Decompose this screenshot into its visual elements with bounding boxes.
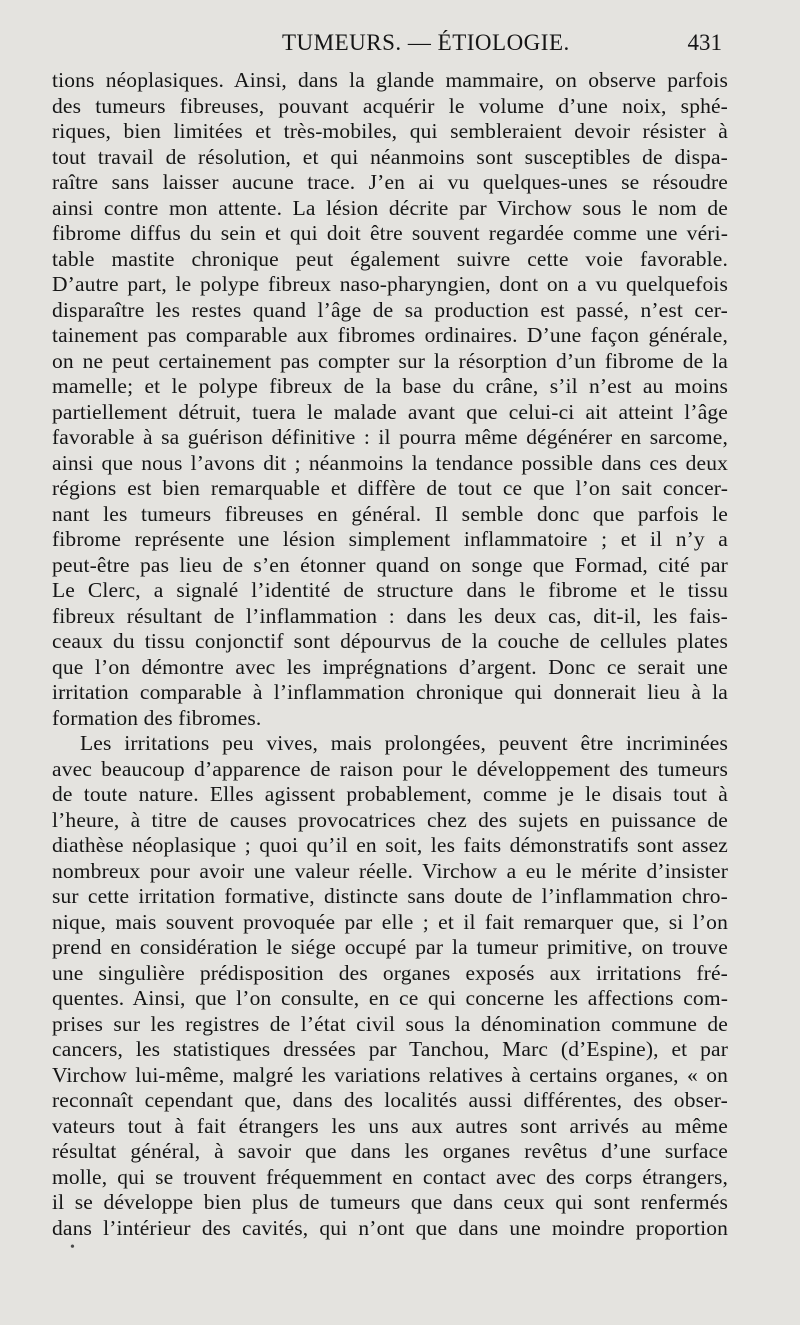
text-line: prend en considération le siége occupé par la tumeur primitive, on trouve bbox=[52, 935, 728, 959]
text-line: mamelle; et le polype fibreux de la base du crâne, s’il n’est au moins bbox=[52, 374, 728, 398]
text-line: nombreux pour avoir une valeur réelle. Virchow a eu le mérite d’insister bbox=[52, 858, 728, 883]
text-line: il se développe bien plus de tumeurs que dans ceux qui sont renfermés bbox=[52, 1190, 728, 1214]
text-line: on ne peut certainement pas compter sur la résorption d’un fibrome de la bbox=[52, 348, 728, 373]
text-line: nique, mais souvent provoquée par elle ; et il fait remarquer que, si l’on bbox=[52, 909, 728, 934]
text-line-paragraph-start: Les irritations peu vives, mais prolongées, peuvent être incriminées bbox=[80, 731, 728, 755]
text-line: vateurs tout à fait étrangers les uns aux autres sont arrivés au même bbox=[52, 1113, 728, 1138]
text-line: nant les tumeurs fibreuses en général. Il semble donc que parfois le bbox=[52, 501, 728, 526]
header-title: TUMEURS. — ÉTIOLOGIE. bbox=[282, 30, 570, 55]
page-number: 431 bbox=[687, 30, 722, 55]
text-line: résultat général, à savoir que dans les organes revêtus d’une surface bbox=[52, 1139, 728, 1163]
text-line: tions néoplasiques. Ainsi, dans la glande mammaire, on observe parfois bbox=[52, 68, 728, 92]
text-line: diathèse néoplasique ; quoi qu’il en soit, les faits démonstratifs sont assez bbox=[52, 833, 728, 857]
text-line: des tumeurs fibreuses, pouvant acquérir le volume d’une noix, sphé- bbox=[52, 93, 728, 118]
text-line: dans l’intérieur des cavités, qui n’ont que dans une moindre proportion bbox=[52, 1215, 728, 1240]
text-line: reconnaît cependant que, dans des localités aussi différentes, des obser- bbox=[52, 1088, 728, 1112]
text-line: que l’on démontre avec les imprégnations d’argent. Donc ce serait une bbox=[52, 654, 728, 679]
text-line: tainement pas comparable aux fibromes ordinaires. D’une façon générale, bbox=[52, 323, 728, 347]
text-line: l’heure, à titre de causes provocatrices chez des sujets en puissance de bbox=[52, 807, 728, 832]
text-line: disparaître les restes quand l’âge de sa production est passé, n’est cer- bbox=[52, 297, 728, 322]
text-line: fibrome représente une lésion simplement inflammatoire ; et il n’y a bbox=[52, 527, 728, 551]
text-line: avec beaucoup d’apparence de raison pour le développement des tumeurs bbox=[52, 756, 728, 781]
text-line: tout travail de résolution, et qui néanmoins sont susceptibles de dispa- bbox=[52, 144, 728, 169]
text-line: D’autre part, le polype fibreux naso-pharyngien, dont on a vu quelquefois bbox=[52, 272, 728, 296]
text-line: Le Clerc, a signalé l’identité de structure dans le fibrome et le tissu bbox=[52, 578, 728, 602]
text-line: raître sans laisser aucune trace. J’en ai vu quelques-unes se résoudre bbox=[52, 170, 728, 194]
text-line: ainsi contre mon attente. La lésion décrite par Virchow sous le nom de bbox=[52, 195, 728, 220]
text-line: une singulière prédisposition des organes exposés aux irritations fré- bbox=[52, 960, 728, 985]
text-line: molle, qui se trouvent fréquemment en contact avec des corps étrangers, bbox=[52, 1164, 728, 1189]
text-line: ainsi que nous l’avons dit ; néanmoins la tendance possible dans ces deux bbox=[52, 450, 728, 475]
body-text bbox=[52, 68, 728, 1241]
text-line: table mastite chronique peut également suivre cette voie favorable. bbox=[52, 246, 728, 271]
text-line: fibreux résultant de l’inflammation : dans les deux cas, dit-il, les fais- bbox=[52, 603, 728, 628]
footer-mark: • bbox=[70, 1240, 75, 1255]
text-line: Virchow lui-même, malgré les variations relatives à certains organes, « on bbox=[52, 1062, 728, 1087]
text-line: partiellement détruit, tuera le malade avant que celui-ci ait atteint l’âge bbox=[52, 399, 728, 424]
text-line: ceaux du tissu conjonctif sont dépourvus de la couche de cellules plates bbox=[52, 629, 728, 653]
text-line: fibrome diffus du sein et qui doit être souvent regardée comme une véri- bbox=[52, 221, 728, 245]
text-line: quentes. Ainsi, que l’on consulte, en ce qui concerne les affections com- bbox=[52, 986, 728, 1010]
text-line: cancers, les statistiques dressées par Tanchou, Marc (d’Espine), et par bbox=[52, 1037, 728, 1061]
text-line: de toute nature. Elles agissent probablement, comme je le disais tout à bbox=[52, 782, 728, 806]
text-line: peut-être pas lieu de s’en étonner quand on songe que Formad, cité par bbox=[52, 552, 728, 577]
text-line: formation des fibromes. bbox=[52, 705, 262, 730]
text-line: favorable à sa guérison définitive : il pourra même dégénérer en sarcome, bbox=[52, 425, 728, 449]
text-line: prises sur les registres de l’état civil sous la dénomination commune de bbox=[52, 1011, 728, 1036]
running-header bbox=[52, 30, 730, 62]
text-line: riques, bien limitées et très-mobiles, qui sembleraient devoir résister à bbox=[52, 119, 728, 143]
text-line: irritation comparable à l’inflammation chronique qui donnerait lieu à la bbox=[52, 680, 728, 704]
text-line: régions est bien remarquable et diffère de tout ce que l’on sait concer- bbox=[52, 476, 728, 500]
text-line: sur cette irritation formative, distincte sans doute de l’inflammation chro- bbox=[52, 884, 728, 908]
